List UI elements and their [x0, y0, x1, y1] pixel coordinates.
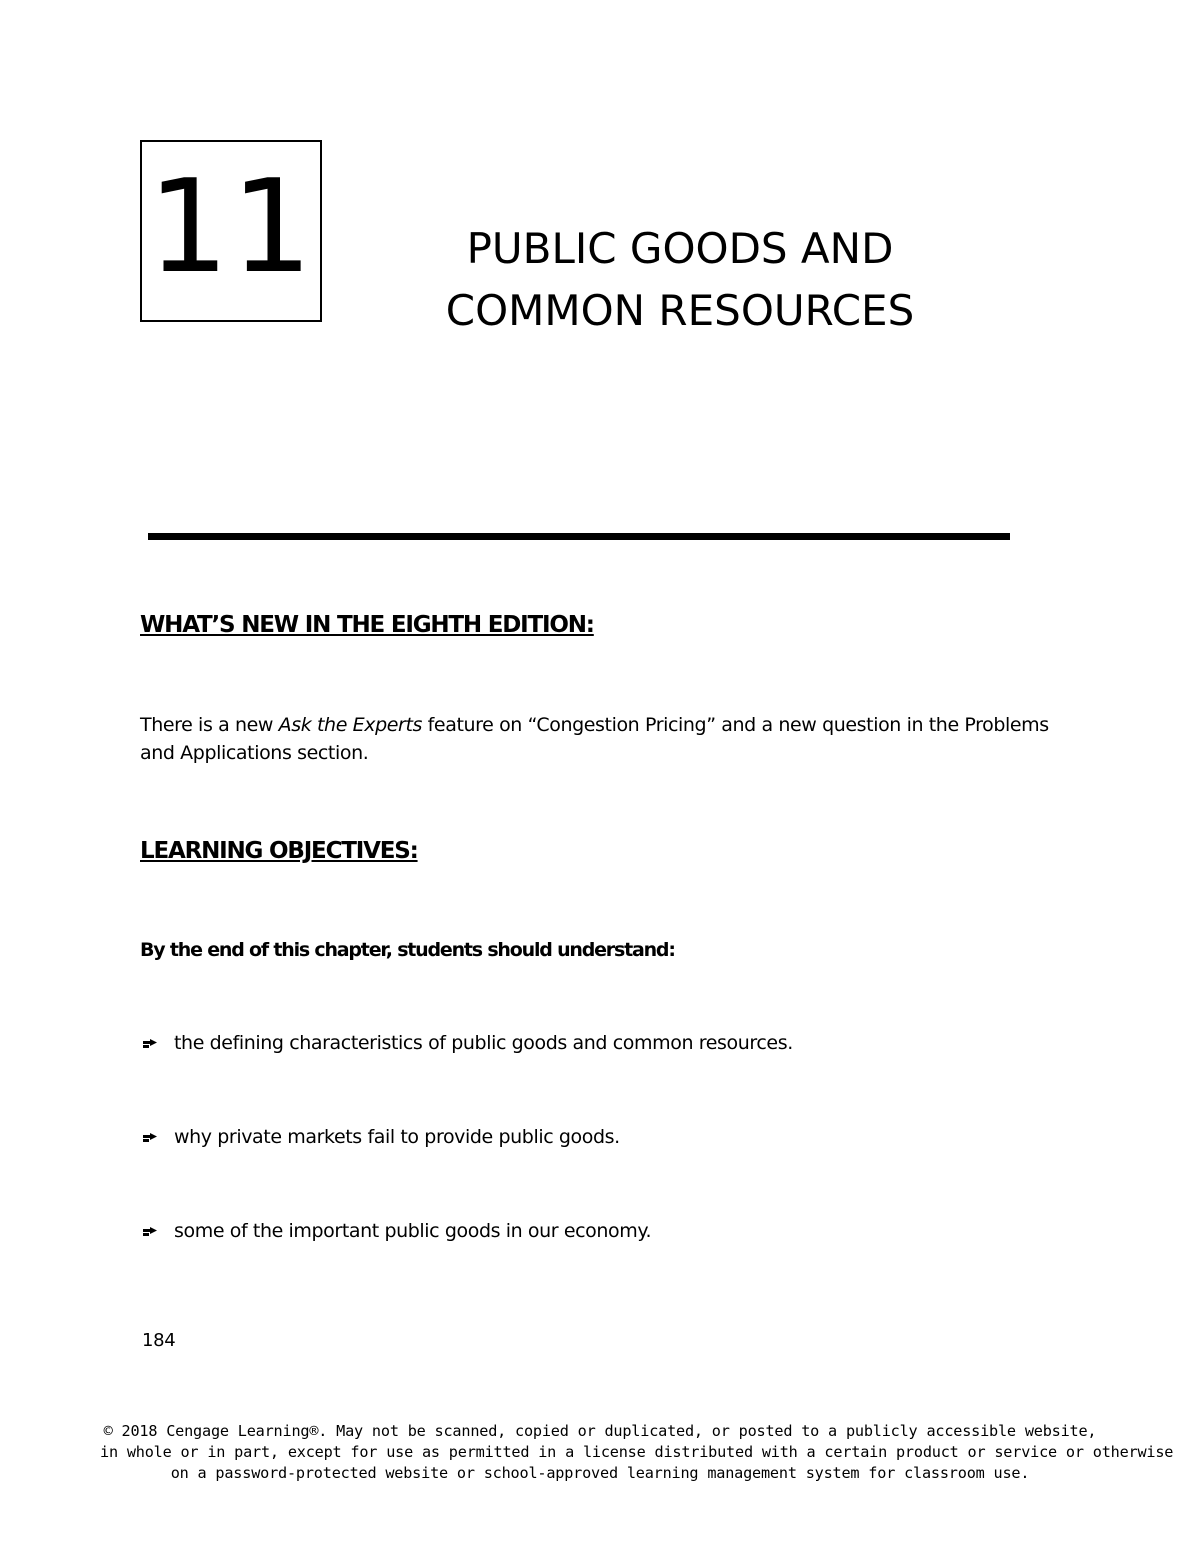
chapter-title [380, 218, 980, 342]
horizontal-rule [148, 533, 1010, 540]
objective-text-1: the defining characteristics of public goods and common resources. [174, 1032, 793, 1054]
whats-new-heading: WHAT’S NEW IN THE EIGHTH EDITION: [140, 612, 594, 638]
whats-new-text-after: feature on “Congestion Pricing” and a new question in the Problems and Applications section. [140, 714, 1049, 764]
footer-line-2: in whole or in part, except for use as permitted in a license distributed with a certain product or service or otherwise [100, 1443, 1174, 1461]
objective-item-1 [142, 1032, 793, 1054]
page-number: 184 [142, 1330, 176, 1351]
whats-new-paragraph [140, 711, 1060, 767]
learning-objectives-lead: By the end of this chapter, students should understand: [140, 939, 675, 961]
chapter-title-line-1: PUBLIC GOODS AND [466, 224, 894, 273]
objective-text-2: why private markets fail to provide public goods. [174, 1126, 620, 1148]
copyright-footer [100, 1421, 1174, 1484]
chapter-number-box [140, 140, 322, 322]
whats-new-text-before: There is a new [140, 714, 279, 736]
objective-text-3: some of the important public goods in our economy. [174, 1220, 652, 1242]
pointing-hand-icon [142, 1224, 158, 1238]
chapter-number: 11 [147, 153, 315, 302]
learning-objectives-heading: LEARNING OBJECTIVES: [140, 838, 418, 864]
footer-line-1: © 2018 Cengage Learning®. May not be scanned, copied or duplicated, or posted to a publicly accessible website, [103, 1422, 1097, 1440]
objective-item-3 [142, 1220, 651, 1242]
pointing-hand-icon [142, 1036, 158, 1050]
objective-item-2 [142, 1126, 620, 1148]
pointing-hand-icon [142, 1130, 158, 1144]
whats-new-text-italic: Ask the Experts [278, 714, 422, 736]
chapter-title-line-2: COMMON RESOURCES [445, 286, 915, 335]
footer-line-3: on a password-protected website or school-approved learning management system for classroom use. [170, 1464, 1030, 1482]
